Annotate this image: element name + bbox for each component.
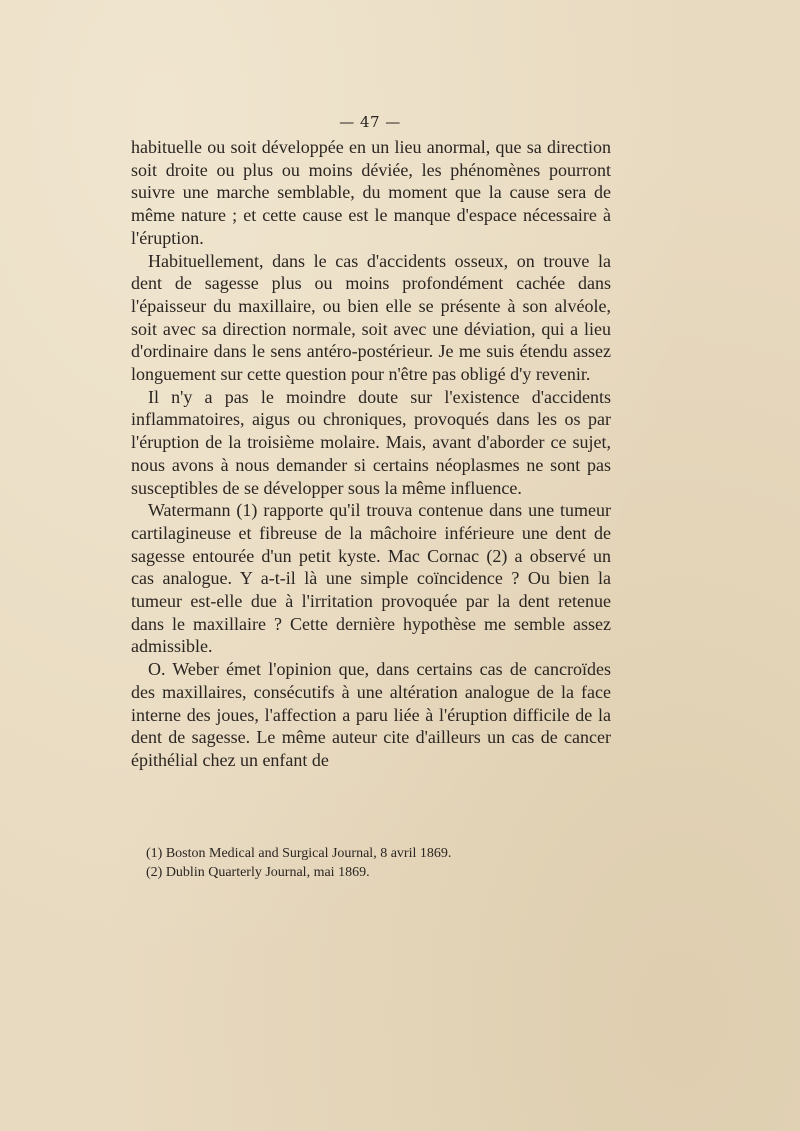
- paragraph: Watermann (1) rapporte qu'il trouva contenue dans une tumeur cartilagineuse et fibreuse de la mâchoire inférieure une dent de sagesse entourée d'un petit kyste. Mac Cornac (2) a observé un cas analogue. Y a-t-il là une simple coïncidence ? Ou bien la tumeur est-elle due à l'irritation provoquée par la dent retenue dans le maxillaire ? Cette dernière hypothèse me semble assez admissible.: [131, 500, 611, 657]
- paragraph: Habituellement, dans le cas d'accidents osseux, on trouve la dent de sagesse plus ou moins profondément cachée dans l'épaisseur du maxillaire, ou bien elle se présente à son alvéole, soit avec sa direction normale, soit avec une déviation, qui a lieu d'ordinaire dans le sens antéro-postérieur. Je me suis étendu assez longuement sur cette question pour n'être pas obligé d'y revenir.: [131, 250, 611, 385]
- footnote: (2) Dublin Quarterly Journal, mai 1869.: [146, 865, 370, 880]
- paragraph: Il n'y a pas le moindre doute sur l'existence d'accidents inflammatoires, aigus ou chroniques, provoqués dans les os par l'éruption de la troisième molaire. Mais, avant d'aborder ce sujet, nous avons à nous demander si certains néoplasmes ne sont pas susceptibles de se développer sous la même influence.: [131, 386, 611, 498]
- paragraph: O. Weber émet l'opinion que, dans certains cas de cancroïdes des maxillaires, consécutifs à une altération analogue de la face interne des joues, l'affection a paru liée à l'éruption difficile de la dent de sagesse. Le même auteur cite d'ailleurs un cas de cancer épithélial chez un enfant de: [131, 659, 611, 770]
- paragraph: habituelle ou soit développée en un lieu anormal, que sa direction soit droite ou plus ou moins déviée, les phénomènes pourront suivre une marche semblable, du moment que la cause sera de même nature ; et cette cause est le manque d'espace nécessaire à l'éruption.: [131, 137, 611, 248]
- page-number: — 47 —: [339, 113, 401, 131]
- body-text: [131, 136, 611, 772]
- footnotes: [146, 844, 566, 882]
- footnote: (1) Boston Medical and Surgical Journal, 8 avril 1869.: [146, 846, 452, 861]
